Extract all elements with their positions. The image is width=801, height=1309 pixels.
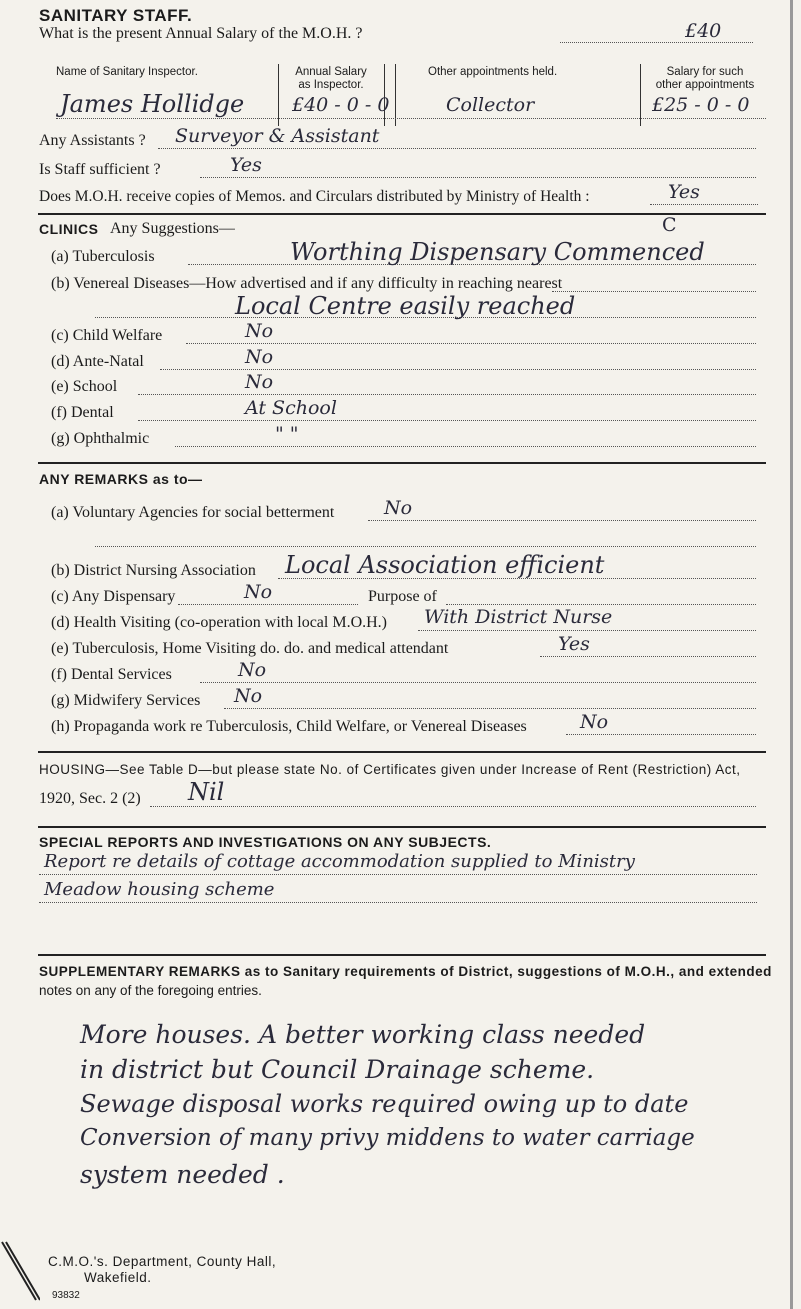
col-head-annual-l1: Annual Salary — [295, 66, 367, 78]
remark-e-dotted-line — [540, 656, 756, 657]
clinics-suggestions: Any Suggestions— — [110, 220, 235, 237]
remark-a-dotted-line-2 — [95, 546, 756, 547]
remark-c-answer: No — [244, 581, 273, 603]
remark-h-answer: No — [580, 711, 609, 733]
note-line1: More houses. A better working class needed — [80, 1020, 646, 1049]
clinics-c-mark: C — [662, 214, 677, 236]
supplementary-heading-line1: SUPPLEMENTARY REMARKS as to Sanitary requirements of District, suggestions of M.O.H., and extended — [39, 964, 772, 979]
supplementary-heading-line2: notes on any of the foregoing entries. — [39, 983, 262, 998]
memos-answer: Yes — [668, 181, 700, 203]
special-dotted-line-2 — [39, 902, 757, 903]
remark-d-answer: With District Nurse — [424, 606, 613, 628]
housing-dotted-line — [150, 806, 756, 807]
clinics-heading: CLINICS — [39, 221, 99, 237]
remark-c-dotted-line — [178, 604, 358, 605]
section-rule — [38, 954, 766, 956]
remark-c-label: (c) Any Dispensary — [51, 588, 176, 605]
inspector-name: James Hollidge — [60, 90, 245, 118]
remark-a-label: (a) Voluntary Agencies for social betterment — [51, 504, 335, 521]
special-line1: Report re details of cottage accommodation supplied to Ministry — [44, 851, 635, 872]
corner-stamp-mark — [0, 1240, 40, 1309]
housing-answer: Nil — [188, 778, 225, 806]
staff-dotted-line — [200, 177, 756, 178]
footer-line2: Wakefield. — [84, 1270, 152, 1285]
salary-dotted-line — [560, 42, 753, 43]
section-rule — [38, 826, 766, 828]
remark-h-dotted-line — [566, 734, 756, 735]
col-divider — [278, 64, 279, 126]
remark-b-label: (b) District Nursing Association — [51, 562, 256, 579]
col-head-annual — [286, 66, 376, 92]
special-dotted-line — [39, 874, 757, 875]
salary-answer: £40 — [685, 20, 722, 42]
clinic-g-answer: " " — [275, 423, 299, 445]
clinic-d-label: (d) Ante-Natal — [51, 353, 144, 370]
clinic-f-label: (f) Dental — [51, 404, 114, 421]
housing-label — [39, 762, 741, 777]
remark-f-dotted-line — [200, 682, 756, 683]
clinic-g-label: (g) Ophthalmic — [51, 430, 150, 447]
clinic-d-dotted-line — [160, 369, 756, 370]
note-line2: in district but Council Drainage scheme. — [80, 1055, 595, 1084]
sanitary-heading: SANITARY STAFF. — [39, 6, 193, 25]
remark-e-answer: Yes — [558, 633, 590, 655]
remark-g-label: (g) Midwifery Services — [51, 692, 201, 709]
remark-h-label: (h) Propaganda work re Tuberculosis, Child Welfare, or Venereal Diseases — [51, 718, 527, 735]
section-rule — [38, 213, 766, 215]
clinic-c-dotted-line — [186, 343, 756, 344]
col-head-name: Name of Sanitary Inspector. — [56, 66, 198, 78]
clinic-b-label: (b) Venereal Diseases—How advertised and if any difficulty in reaching nearest — [51, 275, 563, 292]
clinic-c-answer: No — [245, 320, 274, 342]
clinic-a-label: (a) Tuberculosis — [51, 248, 155, 265]
section-rule — [38, 751, 766, 753]
supplementary-heading — [39, 964, 772, 979]
remark-e-label: (e) Tuberculosis, Home Visiting do. do. and medical attendant — [51, 640, 449, 657]
col-head-salary-l1: Salary for such — [666, 66, 744, 78]
page-edge — [790, 0, 793, 1309]
memos-dotted-line — [650, 204, 758, 205]
col-head-salary-l2: other appointments — [655, 79, 755, 91]
remark-b-answer: Local Association efficient — [285, 551, 605, 579]
note-line3: Sewage disposal works required owing up to date — [80, 1090, 689, 1118]
clinic-b-dotted-line — [552, 291, 756, 292]
clinic-f-dotted-line — [138, 420, 756, 421]
col-divider — [395, 64, 396, 126]
clinic-g-dotted-line — [175, 446, 756, 447]
salary-question: What is the present Annual Salary of the M.O.H. ? — [39, 25, 363, 42]
remark-f-label: (f) Dental Services — [51, 666, 172, 683]
remark-c-purpose: Purpose of — [368, 588, 437, 605]
remark-d-label: (d) Health Visiting (co-operation with local M.O.H.) — [51, 614, 387, 631]
clinic-e-dotted-line — [138, 394, 756, 395]
staff-answer: Yes — [230, 154, 262, 176]
inspector-other-salary: £25 - 0 - 0 — [652, 94, 750, 116]
remark-a-dotted-line — [368, 520, 756, 521]
housing-label-line1: HOUSING—See Table D—but please state No. of Certificates given under Increase of Rent (Restriction) Act, — [39, 762, 741, 777]
special-heading: SPECIAL REPORTS AND INVESTIGATIONS ON ANY SUBJECTS. — [39, 834, 492, 850]
section-rule — [38, 462, 766, 464]
remark-g-dotted-line — [224, 708, 756, 709]
special-line2: Meadow housing scheme — [44, 879, 275, 900]
assistants-answer: Surveyor & Assistant — [175, 125, 380, 147]
col-head-salary — [646, 66, 764, 92]
footer-code: 93832 — [52, 1290, 80, 1301]
remark-g-answer: No — [234, 685, 263, 707]
clinic-a-answer: Worthing Dispensary Commenced — [290, 238, 705, 266]
clinic-e-answer: No — [245, 371, 274, 393]
remark-a-answer: No — [384, 497, 413, 519]
footer-line1: C.M.O.'s. Department, County Hall, — [48, 1254, 277, 1269]
housing-label-line2: 1920, Sec. 2 (2) — [39, 790, 141, 807]
col-head-annual-l2: as Inspector. — [298, 79, 364, 91]
note-line5: system needed . — [80, 1160, 285, 1189]
clinic-c-label: (c) Child Welfare — [51, 327, 163, 344]
inspector-salary: £40 - 0 - 0 — [292, 94, 390, 116]
remark-c-purpose-dotted-line — [446, 604, 756, 605]
remark-d-dotted-line — [418, 630, 756, 631]
col-divider — [640, 64, 641, 126]
remarks-heading: ANY REMARKS as to— — [39, 471, 203, 487]
clinic-f-answer: At School — [245, 397, 337, 419]
memos-label: Does M.O.H. receive copies of Memos. and Circulars distributed by Ministry of Health : — [39, 188, 590, 205]
note-line4: Conversion of many privy middens to water carriage — [80, 1125, 695, 1151]
inspector-dotted-line — [56, 118, 766, 119]
clinic-b-answer: Local Centre easily reached — [235, 292, 576, 320]
inspector-other: Collector — [446, 94, 535, 116]
staff-label: Is Staff sufficient ? — [39, 161, 161, 178]
assistants-label: Any Assistants ? — [39, 132, 146, 149]
clinic-e-label: (e) School — [51, 378, 118, 395]
assistants-dotted-line — [158, 148, 756, 149]
clinic-d-answer: No — [245, 346, 274, 368]
col-head-other: Other appointments held. — [428, 66, 558, 78]
remark-f-answer: No — [238, 659, 267, 681]
